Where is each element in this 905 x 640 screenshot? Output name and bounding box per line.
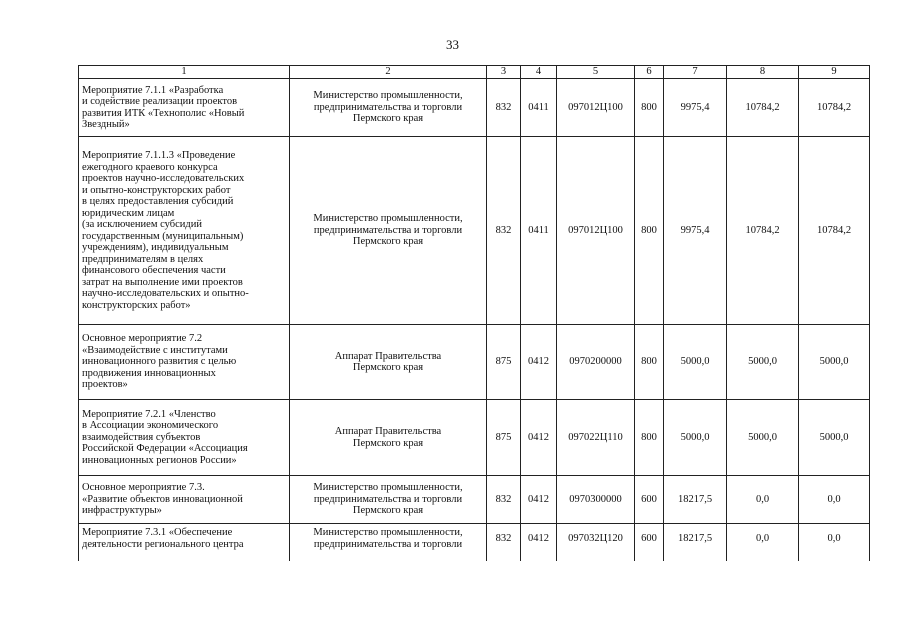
column-header: 7 xyxy=(664,66,727,79)
cell-col8: 10784,2 xyxy=(727,137,799,325)
column-header: 5 xyxy=(557,66,635,79)
column-header: 6 xyxy=(635,66,664,79)
cell-col5: 097012Ц100 xyxy=(557,79,635,137)
column-header: 9 xyxy=(799,66,870,79)
budget-table xyxy=(78,65,870,561)
executor-cell: Министерство промышленности, предпринимательства и торговли Пермского края xyxy=(290,137,487,325)
cell-col4: 0412 xyxy=(521,400,557,476)
cell-col3: 832 xyxy=(487,524,521,561)
page-number: 33 xyxy=(446,37,459,52)
cell-col4: 0412 xyxy=(521,325,557,400)
column-header: 4 xyxy=(521,66,557,79)
table-row xyxy=(79,325,870,400)
cell-col9: 10784,2 xyxy=(799,137,870,325)
executor-cell: Аппарат Правительства Пермского края xyxy=(290,400,487,476)
cell-col9: 5000,0 xyxy=(799,325,870,400)
column-header: 2 xyxy=(290,66,487,79)
cell-col5: 097022Ц110 xyxy=(557,400,635,476)
cell-col7: 5000,0 xyxy=(664,325,727,400)
cell-col6: 800 xyxy=(635,400,664,476)
cell-col3: 832 xyxy=(487,476,521,524)
column-header: 8 xyxy=(727,66,799,79)
cell-col5: 0970300000 xyxy=(557,476,635,524)
cell-col3: 875 xyxy=(487,325,521,400)
event-name-cell: Мероприятие 7.3.1 «Обеспечение деятельности регионального центра xyxy=(79,524,290,561)
cell-col4: 0411 xyxy=(521,137,557,325)
cell-col3: 832 xyxy=(487,79,521,137)
event-name-cell: Мероприятие 7.2.1 «Членство в Ассоциации экономического взаимодействия субъектов Российской Федерации «Ассоциация инновационных регионов России» xyxy=(79,400,290,476)
cell-col6: 600 xyxy=(635,476,664,524)
cell-col8: 5000,0 xyxy=(727,325,799,400)
cell-col4: 0412 xyxy=(521,476,557,524)
executor-cell: Аппарат Правительства Пермского края xyxy=(290,325,487,400)
cell-col8: 0,0 xyxy=(727,524,799,561)
cell-col6: 800 xyxy=(635,137,664,325)
column-header: 1 xyxy=(79,66,290,79)
cell-col4: 0412 xyxy=(521,524,557,561)
cell-col6: 600 xyxy=(635,524,664,561)
cell-col7: 5000,0 xyxy=(664,400,727,476)
table-row xyxy=(79,476,870,524)
cell-col8: 10784,2 xyxy=(727,79,799,137)
executor-cell: Министерство промышленности, предпринимательства и торговли xyxy=(290,524,487,561)
cell-col7: 9975,4 xyxy=(664,137,727,325)
cell-col3: 875 xyxy=(487,400,521,476)
cell-col7: 18217,5 xyxy=(664,524,727,561)
event-name-cell: Основное мероприятие 7.3. «Развитие объектов инновационной инфраструктуры» xyxy=(79,476,290,524)
cell-col6: 800 xyxy=(635,325,664,400)
cell-col8: 0,0 xyxy=(727,476,799,524)
cell-col9: 10784,2 xyxy=(799,79,870,137)
cell-col9: 0,0 xyxy=(799,524,870,561)
cell-col5: 097032Ц120 xyxy=(557,524,635,561)
cell-col8: 5000,0 xyxy=(727,400,799,476)
header-row xyxy=(79,66,870,79)
cell-col5: 097012Ц100 xyxy=(557,137,635,325)
cell-col7: 18217,5 xyxy=(664,476,727,524)
executor-cell: Министерство промышленности, предпринимательства и торговли Пермского края xyxy=(290,476,487,524)
event-name-cell: Основное мероприятие 7.2 «Взаимодействие с институтами инновационного развития с целью продвижения инновационных проектов» xyxy=(79,325,290,400)
event-name-cell: Мероприятие 7.1.1.3 «Проведение ежегодного краевого конкурса проектов научно-исследовательских и опытно-конструкторских работ в целях предоставления субсидий юридическим лицам (за исключением субсидий государственным (муниципальным) учреждениям), индивидуальным предпринимателям в целях финансового обеспечения части затрат на выполнение ими проектов научно-исследовательских и опытно- конструкторских работ» xyxy=(79,137,290,325)
column-header: 3 xyxy=(487,66,521,79)
cell-col9: 0,0 xyxy=(799,476,870,524)
table-row xyxy=(79,137,870,325)
table-row xyxy=(79,524,870,561)
cell-col7: 9975,4 xyxy=(664,79,727,137)
table-row xyxy=(79,400,870,476)
table-row xyxy=(79,79,870,137)
cell-col5: 0970200000 xyxy=(557,325,635,400)
cell-col3: 832 xyxy=(487,137,521,325)
cell-col4: 0411 xyxy=(521,79,557,137)
cell-col6: 800 xyxy=(635,79,664,137)
event-name-cell: Мероприятие 7.1.1 «Разработка и содействие реализации проектов развития ИТК «Технополис «Новый Звездный» xyxy=(79,79,290,137)
executor-cell: Министерство промышленности, предпринимательства и торговли Пермского края xyxy=(290,79,487,137)
cell-col9: 5000,0 xyxy=(799,400,870,476)
